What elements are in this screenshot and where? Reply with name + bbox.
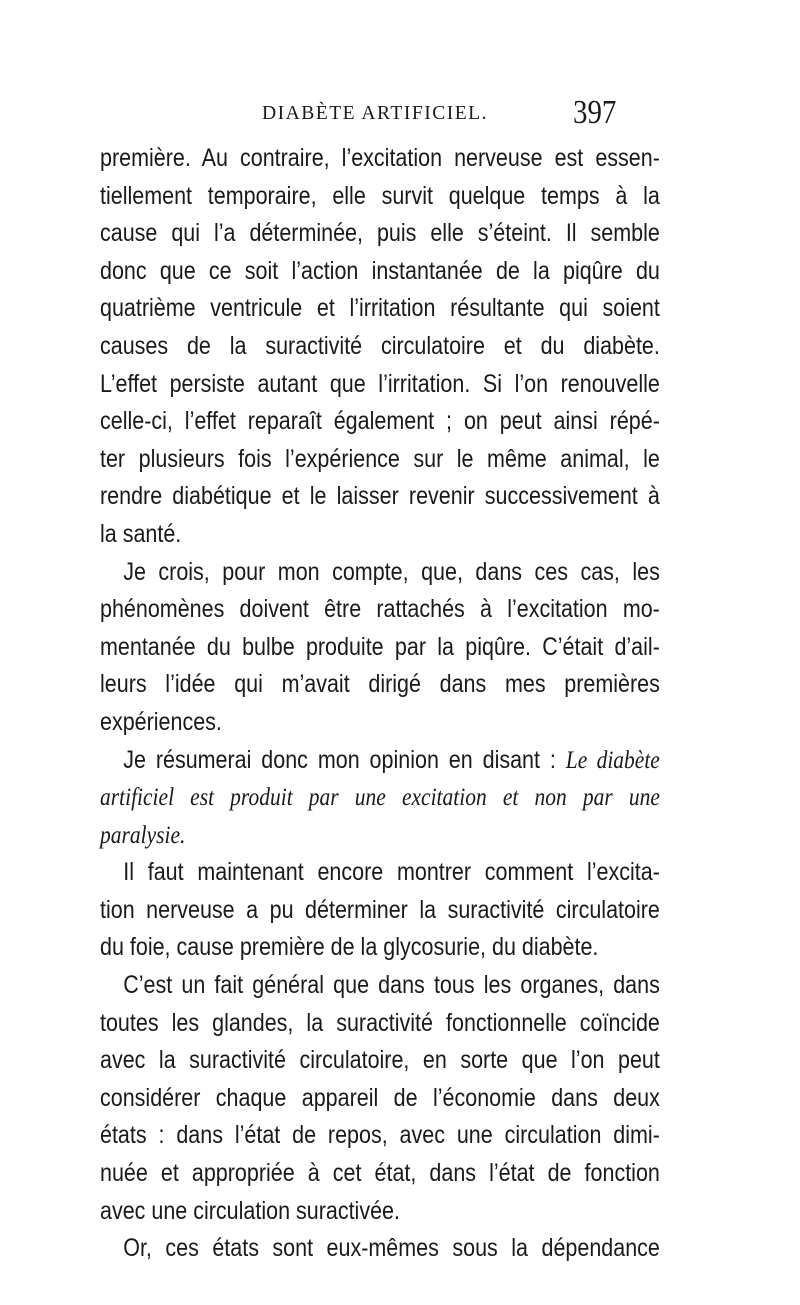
italic-line: artificiel est produit par une excitation et non par une	[100, 784, 660, 812]
text-line: C’est un fait général que dans tous les organes, dans	[123, 971, 660, 1000]
text-line: expériences.	[100, 707, 222, 736]
text-line: considérer chaque appareil de l’économie dans deux	[100, 1083, 660, 1112]
text-line: avec la suractivité circulatoire, en sorte que l’on peut	[100, 1046, 660, 1075]
text-line: Il faut maintenant encore montrer comment l’excita-	[123, 858, 660, 887]
page-header	[0, 94, 800, 134]
text-segment: Je résumerai donc mon opinion en disant :	[123, 745, 556, 774]
text-line: états : dans l’état de repos, avec une circulation dimi-	[100, 1121, 660, 1150]
page-number: 397	[573, 94, 617, 131]
body-text	[100, 140, 660, 1268]
italic-text: Le diabète	[565, 746, 660, 774]
text-line: causes de la suractivité circulatoire et du diabète.	[100, 331, 660, 360]
text-line: tion nerveuse a pu déterminer la suractivité circulatoire	[100, 895, 660, 924]
text-line: ter plusieurs fois l’expérience sur le même animal, le	[100, 444, 660, 473]
running-head: DIABÈTE ARTIFICIEL.	[262, 102, 488, 124]
text-line: quatrième ventricule et l’irritation résultante qui soient	[100, 294, 660, 323]
text-line: tiellement temporaire, elle survit quelque temps à la	[100, 181, 660, 210]
text-line: avec une circulation suractivée.	[100, 1196, 400, 1225]
text-line: la santé.	[100, 519, 182, 548]
text-line: nuée et appropriée à cet état, dans l’état de fonction	[100, 1159, 660, 1188]
text-line: donc que ce soit l’action instantanée de la piqûre du	[100, 256, 660, 285]
text-line: rendre diabétique et le laisser revenir successivement à	[100, 482, 660, 511]
text-line: toutes les glandes, la suractivité fonctionnelle coïncide	[100, 1008, 660, 1037]
text-line: cause qui l’a déterminée, puis elle s’éteint. Il semble	[100, 219, 660, 248]
text-line: phénomènes doivent être rattachés à l’excitation mo-	[100, 595, 660, 624]
text-line: Je crois, pour mon compte, que, dans ces cas, les	[123, 557, 660, 586]
text-line: celle-ci, l’effet reparaît également ; on peut ainsi répé-	[100, 407, 660, 436]
text-line: première. Au contraire, l’excitation nerveuse est essen-	[100, 144, 660, 172]
text-line: leurs l’idée qui m’avait dirigé dans mes premières	[100, 670, 660, 699]
text-line: Or, ces états sont eux-mêmes sous la dépendance	[123, 1234, 660, 1263]
text-line: du foie, cause première de la glycosurie, du diabète.	[100, 933, 599, 962]
italic-line: paralysie.	[100, 821, 186, 849]
text-line	[100, 742, 660, 780]
text-line: L’effet persiste autant que l’irritation. Si l’on renouvelle	[100, 369, 660, 398]
text-line: mentanée du bulbe produite par la piqûre. C’était d’ail-	[100, 632, 660, 661]
